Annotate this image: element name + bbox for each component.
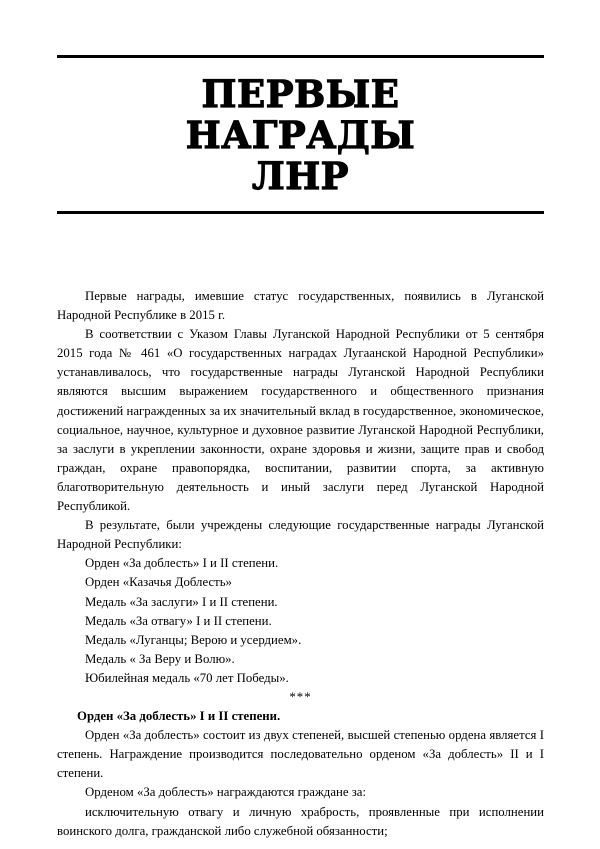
- page-title-line-2: НАГРАДЫ: [185, 113, 416, 157]
- section-separator: ***: [289, 689, 312, 704]
- paragraph-order-degrees: Орден «За доблесть» состоит из двух степеней, высшей степенью ордена является I степень. Награждение производится последовательно орденом «За доблесть» II и I степени.: [57, 728, 544, 781]
- title-rule-bottom: [57, 211, 544, 214]
- page-title-line-3: ЛНР: [252, 154, 349, 198]
- list-item: Медаль « За Веру и Волю».: [85, 651, 235, 666]
- page-title-line-1: ПЕРВЫЕ: [201, 72, 400, 116]
- paragraph-intro: Первые награды, имевшие статус государственных, появились в Луганской Народной Республике в 2015 г.: [57, 289, 544, 323]
- paragraph-result: В результате, были учреждены следующие государственные награды Луганской Народной Республики:: [57, 518, 544, 552]
- list-item: Юбилейная медаль «70 лет Победы».: [85, 670, 289, 685]
- list-item: Медаль «За заслуги» I и II степени.: [85, 594, 278, 609]
- section-heading-order-za-doblest: Орден «За доблесть» I и II степени.: [77, 709, 281, 724]
- paragraph-award-criteria-intro: Орденом «За доблесть» награждаются граждане за:: [85, 785, 367, 800]
- page-title: [57, 58, 544, 211]
- list-item: Орден «Казачья Доблесть»: [85, 575, 232, 590]
- paragraph-decree: В соответствии с Указом Главы Луганской Народной Республики от 5 сентября 2015 года № 461 «О государственных наградах Лугаанской Народной Республики» устанавливалось, что государственные награды Луганской Народной Республики являются высшим выражением государственного и общественного признания достижений награжденных за их значительный вклад в государственное, экономическое, социальное, научное, культурное и духовное развитие Луганской Народной Республики, за заслуги в укреплении законности, охране здоровья и жизни, защите прав и свобод граждан, охране правопорядка, воспитании, развитии спорта, за активную благотворительную деятельность и иный заслуги перед Луганской Народной Республикой.: [57, 327, 544, 514]
- list-item: Медаль «За отвагу» I и II степени.: [85, 613, 272, 628]
- list-item: Медаль «Луганцы; Верою и усердием».: [85, 632, 302, 647]
- title-block: [57, 55, 544, 214]
- document-body: [57, 287, 544, 841]
- list-item: Орден «За доблесть» I и II степени.: [85, 556, 279, 571]
- paragraph-award-criteria-item: исключительную отвагу и личную храбрость, проявленные при исполнении воинского долга, гражданской либо служебной обязанности;: [57, 804, 544, 838]
